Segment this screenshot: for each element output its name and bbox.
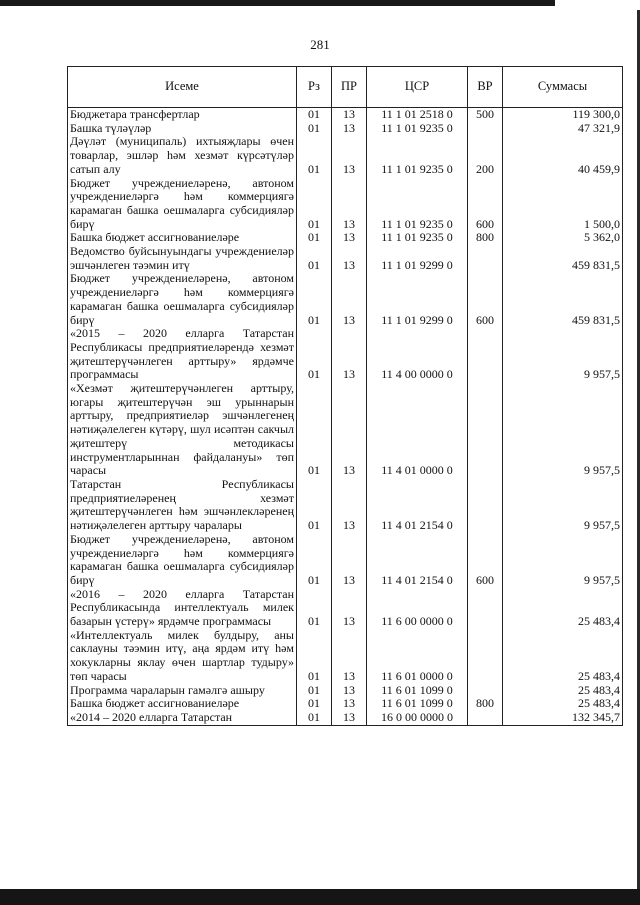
- cell-sum: 119 300,0: [503, 108, 623, 122]
- cell-rz: 01: [297, 382, 332, 478]
- header-pr: ПР: [332, 67, 367, 108]
- cell-rz: 01: [297, 231, 332, 245]
- cell-rz: 01: [297, 327, 332, 382]
- cell-pr: 13: [332, 629, 367, 684]
- cell-csr: 11 4 01 0000 0: [367, 382, 468, 478]
- cell-name: Дәүләт (муниципаль) ихтыяҗлары өчен товарлар, эшләр һәм хезмәт күрсәтүләр сатып алу: [68, 135, 297, 176]
- table-body: [68, 108, 623, 726]
- table-row: [68, 231, 623, 245]
- scan-border-top: [0, 0, 555, 6]
- cell-csr: 16 0 00 0000 0: [367, 711, 468, 725]
- cell-csr: 11 4 00 0000 0: [367, 327, 468, 382]
- cell-csr: 11 1 01 2518 0: [367, 108, 468, 122]
- cell-sum: 132 345,7: [503, 711, 623, 725]
- cell-vr: [468, 122, 503, 136]
- cell-rz: 01: [297, 588, 332, 629]
- cell-pr: 13: [332, 177, 367, 232]
- cell-name: «Хезмәт җитештерүчәнлеген арттыру, югары җитештерүчән эш урыннарын арттыру, предприятиеләр эшчәнлегенең нәтиҗәлелеген күтәрү, шул исәптән сакчыл җитештерү методикасы инструментларыннан файдалануы» төп чарасы: [68, 382, 297, 478]
- table-row: [68, 245, 623, 272]
- cell-sum: 9 957,5: [503, 382, 623, 478]
- cell-name: Башка бюджет ассигнованиеләре: [68, 231, 297, 245]
- cell-name: «2015 – 2020 елларга Татарстан Республикасы предприятиеләрендә хезмәт җитештерүчәнлеген арттыру» ярдәмче программасы: [68, 327, 297, 382]
- cell-sum: 1 500,0: [503, 177, 623, 232]
- cell-csr: 11 1 01 9299 0: [367, 245, 468, 272]
- cell-sum: 47 321,9: [503, 122, 623, 136]
- cell-csr: 11 6 01 0000 0: [367, 629, 468, 684]
- cell-vr: 500: [468, 108, 503, 122]
- cell-vr: 600: [468, 177, 503, 232]
- cell-name: Программа чараларын гамәлгә ашыру: [68, 684, 297, 698]
- cell-pr: 13: [332, 382, 367, 478]
- scan-border-bottom: [0, 889, 640, 905]
- cell-sum: 9 957,5: [503, 327, 623, 382]
- cell-sum: 5 362,0: [503, 231, 623, 245]
- cell-name: Татарстан Республикасы предприятиеләренең хезмәт җитештерүчәнлеген һәм эшчәнлекләренең нәтиҗәлелеген арттыру чаралары: [68, 478, 297, 533]
- cell-csr: 11 6 01 1099 0: [367, 697, 468, 711]
- cell-name: Башка бюджет ассигнованиеләре: [68, 697, 297, 711]
- page-number: 281: [310, 37, 330, 52]
- table-row: [68, 327, 623, 382]
- table-row: [68, 478, 623, 533]
- cell-csr: 11 1 01 9235 0: [367, 231, 468, 245]
- cell-name: Бюджетара трансфертлар: [68, 108, 297, 122]
- budget-table: [67, 66, 623, 726]
- cell-name: «2016 – 2020 елларга Татарстан Республикасында интеллектуаль милек базарын үстерү» ярдәмче программасы: [68, 588, 297, 629]
- cell-vr: 800: [468, 231, 503, 245]
- table-row: [68, 711, 623, 725]
- cell-sum: 459 831,5: [503, 272, 623, 327]
- cell-pr: 13: [332, 697, 367, 711]
- cell-csr: 11 1 01 9235 0: [367, 135, 468, 176]
- cell-csr: 11 6 01 1099 0: [367, 684, 468, 698]
- cell-vr: [468, 684, 503, 698]
- cell-name: Башка түләүләр: [68, 122, 297, 136]
- cell-rz: 01: [297, 135, 332, 176]
- table-row: [68, 697, 623, 711]
- table-row: [68, 122, 623, 136]
- cell-pr: 13: [332, 245, 367, 272]
- table-row: [68, 533, 623, 588]
- cell-name: Бюджет учреждениеләренә, автоном учреждениеләргә һәм коммерциягә карамаган башка оешмаларга субсидияләр бирү: [68, 177, 297, 232]
- cell-rz: 01: [297, 629, 332, 684]
- header-sum: Суммасы: [503, 67, 623, 108]
- cell-sum: 40 459,9: [503, 135, 623, 176]
- cell-rz: 01: [297, 478, 332, 533]
- table-row: [68, 629, 623, 684]
- cell-vr: [468, 629, 503, 684]
- cell-pr: 13: [332, 108, 367, 122]
- cell-vr: [468, 245, 503, 272]
- cell-sum: 459 831,5: [503, 245, 623, 272]
- cell-rz: 01: [297, 177, 332, 232]
- cell-sum: 9 957,5: [503, 478, 623, 533]
- cell-vr: 600: [468, 533, 503, 588]
- table-header: [68, 67, 623, 108]
- table-row: [68, 135, 623, 176]
- table-row: [68, 382, 623, 478]
- table-row: [68, 108, 623, 122]
- cell-pr: 13: [332, 533, 367, 588]
- cell-pr: 13: [332, 478, 367, 533]
- cell-name: Бюджет учреждениеләренә, автоном учреждениеләргә һәм коммерциягә карамаган башка оешмаларга субсидияләр бирү: [68, 533, 297, 588]
- table-row: [68, 272, 623, 327]
- cell-rz: 01: [297, 533, 332, 588]
- cell-pr: 13: [332, 327, 367, 382]
- cell-pr: 13: [332, 231, 367, 245]
- cell-sum: 25 483,4: [503, 629, 623, 684]
- cell-rz: 01: [297, 272, 332, 327]
- header-vr: ВР: [468, 67, 503, 108]
- cell-pr: 13: [332, 711, 367, 725]
- cell-vr: 200: [468, 135, 503, 176]
- cell-rz: 01: [297, 697, 332, 711]
- cell-pr: 13: [332, 135, 367, 176]
- cell-rz: 01: [297, 108, 332, 122]
- cell-vr: 800: [468, 697, 503, 711]
- cell-pr: 13: [332, 684, 367, 698]
- cell-rz: 01: [297, 245, 332, 272]
- cell-vr: [468, 588, 503, 629]
- cell-vr: [468, 327, 503, 382]
- cell-name: Бюджет учреждениеләренә, автоном учреждениеләргә һәм коммерциягә карамаган башка оешмаларга субсидияләр бирү: [68, 272, 297, 327]
- header-rz: Рз: [297, 67, 332, 108]
- cell-rz: 01: [297, 122, 332, 136]
- cell-rz: 01: [297, 711, 332, 725]
- cell-sum: 25 483,4: [503, 588, 623, 629]
- cell-vr: 600: [468, 272, 503, 327]
- cell-csr: 11 1 01 9299 0: [367, 272, 468, 327]
- cell-name: «Интеллектуаль милек булдыру, аны саклауны тәэмин итү, аңа ярдәм итү һәм хокукларны яклау өчен шартлар тудыру» төп чарасы: [68, 629, 297, 684]
- cell-vr: [468, 711, 503, 725]
- cell-csr: 11 1 01 9235 0: [367, 177, 468, 232]
- cell-csr: 11 6 00 0000 0: [367, 588, 468, 629]
- cell-pr: 13: [332, 272, 367, 327]
- cell-csr: 11 4 01 2154 0: [367, 533, 468, 588]
- cell-sum: 25 483,4: [503, 684, 623, 698]
- cell-name: Ведомство буйсынуындагы учреждениеләр эшчәнлеген тәэмин итү: [68, 245, 297, 272]
- table-row: [68, 588, 623, 629]
- cell-pr: 13: [332, 588, 367, 629]
- cell-sum: 9 957,5: [503, 533, 623, 588]
- header-name: Исеме: [68, 67, 297, 108]
- table-row: [68, 177, 623, 232]
- cell-csr: 11 1 01 9235 0: [367, 122, 468, 136]
- cell-sum: 25 483,4: [503, 697, 623, 711]
- header-csr: ЦСР: [367, 67, 468, 108]
- cell-pr: 13: [332, 122, 367, 136]
- cell-vr: [468, 382, 503, 478]
- cell-vr: [468, 478, 503, 533]
- cell-csr: 11 4 01 2154 0: [367, 478, 468, 533]
- cell-name: «2014 – 2020 елларга Татарстан: [68, 711, 297, 725]
- table-row: [68, 684, 623, 698]
- cell-rz: 01: [297, 684, 332, 698]
